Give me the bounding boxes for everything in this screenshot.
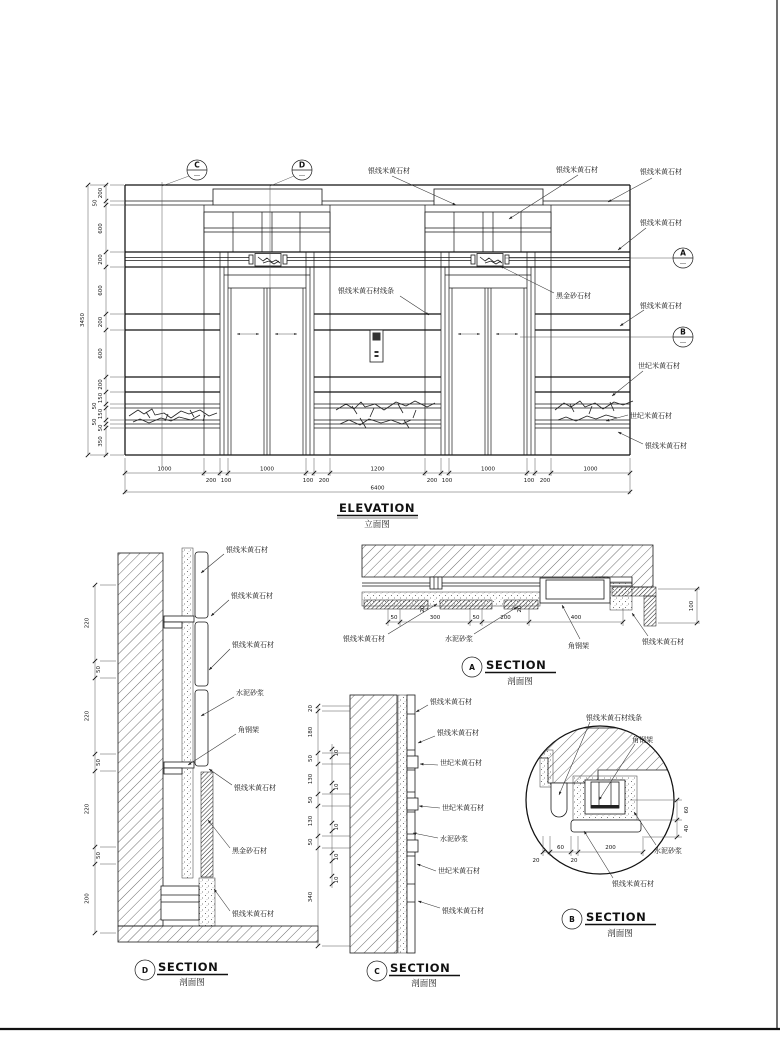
section-d-title-zh: 剖面图: [179, 978, 205, 988]
material-label: 水泥砂浆: [440, 835, 468, 843]
material-label: 黑金砂石材: [556, 292, 591, 300]
dim: 200: [98, 379, 104, 390]
mortar-layer: [182, 548, 193, 878]
mortar-strip: [540, 750, 553, 787]
dim: 200: [426, 478, 438, 484]
section-d-dims: [85, 583, 117, 935]
material-label: 银线米黄石材: [231, 592, 273, 600]
dim: 220: [84, 710, 91, 722]
callout-c: [187, 160, 207, 180]
dim: 1000: [481, 466, 495, 473]
dim: 20: [517, 605, 523, 613]
elevation-title: [337, 501, 418, 530]
dim: 50: [308, 755, 314, 762]
dim: 50: [96, 759, 102, 766]
angle-steel-box: [585, 780, 625, 814]
dim-total: 3450: [80, 313, 86, 327]
callout-d: [292, 160, 312, 180]
dim: 200: [84, 893, 91, 904]
skirting-block: [161, 886, 199, 920]
dim: 400: [570, 615, 582, 621]
dim: 20: [420, 605, 426, 613]
material-label: 角钢架: [238, 726, 259, 734]
material-label: 水泥砂浆: [236, 689, 264, 697]
material-label: 银线米黄石材: [442, 907, 484, 915]
elevation-title-en: ELEVATION: [338, 501, 416, 515]
stone-band: [571, 820, 641, 832]
call-plaque: [370, 330, 383, 362]
dim: 1000: [157, 466, 172, 473]
dim: 200: [98, 254, 104, 265]
top-notch-left: [213, 189, 322, 205]
material-label: 世纪米黄石材: [638, 362, 680, 370]
dim: 200: [318, 478, 330, 484]
section-a-caption: [462, 657, 556, 687]
dim: 100: [441, 478, 453, 484]
elevation-v-dims: [80, 183, 124, 457]
dim: 200: [98, 316, 104, 328]
stone-panel: [195, 622, 208, 686]
dim: 40: [684, 825, 690, 832]
section-c-dims: [308, 704, 350, 948]
material-label: 世纪米黄石材: [442, 804, 484, 812]
dim: 200: [98, 187, 104, 199]
dim: 200: [500, 615, 511, 621]
dim: 130: [308, 815, 314, 827]
stone-trim-groove: [551, 783, 567, 817]
dim: 200: [605, 845, 616, 851]
material-label: 银线米黄石材线条: [338, 287, 394, 295]
callout-b-letter: B: [680, 327, 686, 337]
dim: 1000: [583, 466, 598, 473]
dim: 60: [557, 845, 564, 851]
century-stone-bump: [407, 798, 418, 810]
dim: 50: [390, 615, 398, 621]
dim: 340: [308, 891, 314, 903]
wall-hatch: [118, 553, 163, 926]
dim: 50: [92, 418, 98, 426]
dim: 100: [523, 478, 535, 484]
stone-edge-wrap: [644, 596, 656, 626]
dim: 100: [220, 478, 232, 484]
elevation-title-zh: 立面图: [364, 520, 390, 530]
callout-b: [673, 327, 693, 347]
material-label: 银线米黄石材线条: [586, 714, 642, 722]
section-b-title-en: SECTION: [586, 910, 647, 924]
section-d-drawing: [85, 545, 319, 988]
dim: 20: [532, 858, 540, 864]
material-label: 角钢架: [632, 736, 653, 744]
section-d-title-en: SECTION: [158, 960, 219, 974]
dim: 60: [684, 806, 690, 814]
elevation-material-labels: [338, 165, 687, 450]
material-label: 银线米黄石材: [430, 698, 472, 706]
elevation-drawing: [80, 160, 693, 530]
wall-hatch: [350, 695, 397, 953]
dim: 50: [96, 852, 102, 859]
material-label: 银线米黄石材: [642, 638, 684, 646]
material-label: 银线米黄石材: [556, 166, 598, 174]
section-c-title-zh: 剖面图: [411, 979, 437, 989]
dim: 50: [96, 666, 102, 673]
section-c-caption: [367, 961, 460, 989]
dim: 150: [98, 408, 104, 420]
dim: 200: [539, 478, 551, 484]
dim: 10: [334, 853, 340, 861]
stone-panel: [195, 690, 208, 766]
material-label: 银线米黄石材: [234, 784, 276, 792]
section-a-letter: A: [469, 663, 475, 672]
floor-slab: [118, 926, 318, 942]
dim: 600: [98, 223, 104, 234]
material-label: 世纪米黄石材: [440, 759, 482, 767]
material-label: 黑金砂石材: [232, 847, 267, 855]
section-c-labels: [413, 697, 484, 915]
section-c-title-en: SECTION: [390, 961, 451, 975]
dim: 150: [98, 392, 104, 404]
material-label: 银线米黄石材: [640, 168, 682, 176]
material-label: 银线米黄石材: [343, 635, 385, 643]
dim: 10: [334, 783, 340, 791]
dim: 20: [570, 858, 578, 864]
dim: 130: [308, 773, 314, 785]
transom-right: [425, 212, 551, 252]
material-label: 银线米黄石材: [368, 167, 410, 175]
dim: 220: [84, 617, 91, 629]
stone-strip: [612, 587, 656, 596]
material-label: 银线米黄石材: [226, 546, 268, 554]
dim: 220: [84, 803, 91, 815]
material-label: 银线米黄石材: [612, 880, 654, 888]
dim: 20: [308, 705, 314, 712]
century-stone-bump: [407, 756, 418, 768]
dim: 200: [205, 478, 217, 484]
mortar-patch: [199, 878, 215, 926]
material-label: 银线米黄石材: [640, 219, 682, 227]
section-c-drawing: [308, 695, 484, 989]
dim: 10: [334, 876, 340, 884]
dim: 350: [98, 436, 104, 447]
section-b-letter: B: [569, 915, 575, 924]
material-label: 水泥砂浆: [445, 635, 473, 643]
material-label: 世纪米黄石材: [630, 412, 672, 420]
material-label: 银线米黄石材: [232, 641, 274, 649]
material-label: 角钢架: [568, 642, 589, 650]
section-a-drawing: [343, 545, 700, 687]
inlay-right: [471, 254, 509, 267]
material-label: 银线米黄石材: [437, 729, 479, 737]
section-d-letter: D: [141, 966, 149, 975]
dim: 100: [689, 600, 695, 612]
dim: 50: [308, 838, 314, 846]
transom-left: [204, 212, 330, 252]
section-a-title-zh: 剖面图: [507, 677, 533, 687]
dim: 50: [472, 615, 480, 621]
callout-c-letter: C: [194, 160, 200, 170]
dim-total: 6400: [370, 485, 385, 492]
dim: 50: [92, 199, 99, 207]
callout-d-letter: D: [298, 160, 306, 170]
dim: 50: [308, 796, 314, 804]
century-stone-bump: [407, 840, 418, 852]
hanger: [430, 577, 442, 589]
section-c-letter: C: [374, 967, 380, 976]
material-label: 银线米黄石材: [640, 302, 682, 310]
dim: 10: [334, 749, 340, 757]
dim: 300: [429, 615, 441, 621]
callout-a-letter: A: [680, 248, 686, 258]
section-b-drawing: [526, 713, 690, 939]
stone-strip: [440, 600, 492, 609]
mortar-layer: [398, 695, 407, 953]
stone-layer: [407, 695, 415, 953]
elevation-h-dims: [123, 458, 632, 494]
dim: 1000: [260, 466, 274, 473]
section-d-caption: [135, 960, 228, 988]
stone-panel: [195, 552, 208, 618]
material-label: 银线米黄石材: [645, 442, 687, 450]
dim: 600: [98, 285, 104, 296]
stone-strip: [364, 600, 428, 609]
section-b-title-zh: 剖面图: [607, 929, 633, 939]
dim: 100: [302, 478, 314, 484]
dim: 10: [334, 823, 340, 831]
section-a-title-en: SECTION: [486, 658, 547, 672]
material-label: 世纪米黄石材: [438, 867, 480, 875]
dim: 50: [98, 424, 104, 432]
inlay-left: [249, 254, 287, 267]
section-a-labels: [343, 604, 684, 650]
dim: 600: [98, 348, 104, 359]
material-label: 水泥砂浆: [654, 847, 682, 855]
section-b-caption: [562, 909, 656, 939]
angle-steel-box: [540, 578, 610, 603]
callout-a: [673, 248, 693, 268]
dim: 180: [308, 726, 314, 738]
dim: 50: [92, 402, 98, 410]
material-label: 银线米黄石材: [232, 910, 274, 918]
dim: 1200: [370, 466, 385, 473]
